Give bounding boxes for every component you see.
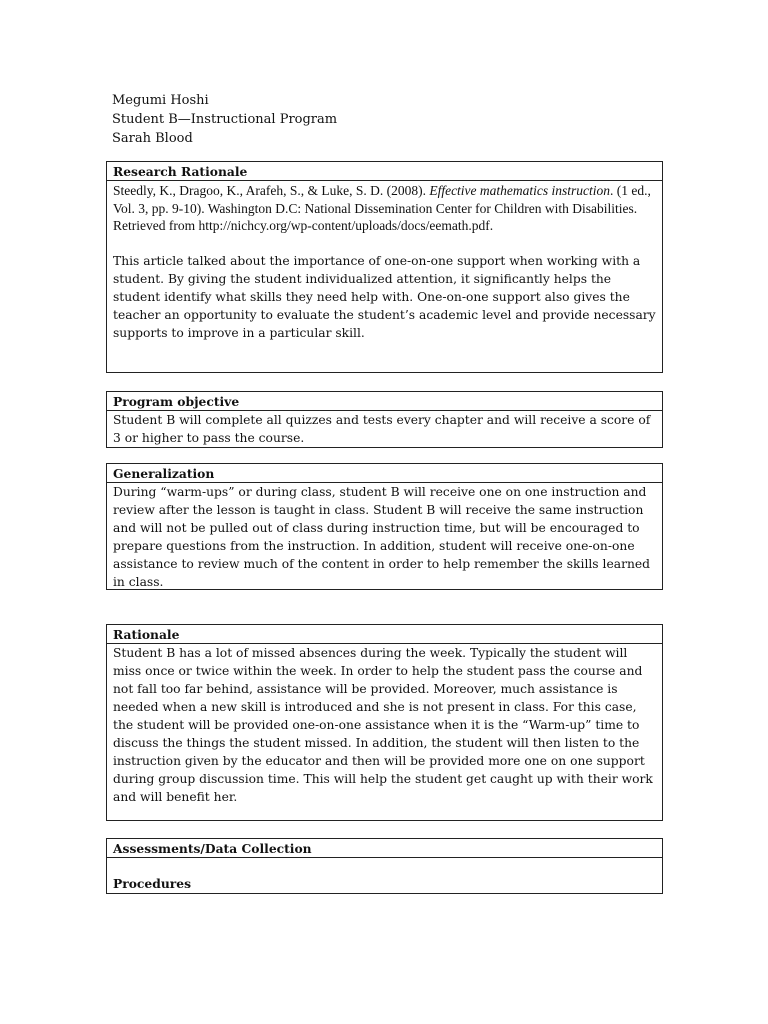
rationale-box <box>106 624 663 821</box>
author-name: Megumi Hoshi <box>112 93 209 108</box>
generalization-box <box>106 463 663 590</box>
document-subject: Student B—Instructional Program <box>112 112 338 127</box>
assessments-title: Assessments/Data Collection <box>107 839 662 858</box>
generalization-body: During “warm-ups” or during class, student B will receive one on one instruction and review after the lesson is taught in class. Student B will receive the same instruction and will not be pulled out of class during instruction time, but will be encouraged to prepare questions from the instruction. In addition, student will receive one-on-one assistance to review much of the content in order to help remember the skills learned in class. <box>113 485 651 589</box>
rationale-title: Rationale <box>107 625 662 644</box>
citation-authors: Steedly, K., Dragoo, K., Arafeh, S., & Luke, S. D. (2008). <box>113 183 430 198</box>
research-rationale-body: This article talked about the importance of one-on-one support when working with a student. By giving the student individualized attention, it significantly helps the student identify what skills they need help with. One-on-one support also gives the teacher an opportunity to evaluate the student’s academic level and provide necessary supports to improve in a particular skill. <box>113 253 656 340</box>
citation <box>113 182 656 235</box>
program-objective-body: Student B will complete all quizzes and tests every chapter and will receive a score of 3 or higher to pass the course. <box>113 413 651 445</box>
program-objective-box <box>106 391 663 448</box>
citation-details: . (1 ed., Vol. 3, pp. 9-10). Washington D.C: National Dissemination Center for Children with Disabilities. Retrieved from http://nichcy.org/wp-content/uploads/docs/eemath.pdf. <box>113 183 651 233</box>
program-objective-title: Program objective <box>107 392 662 411</box>
procedures-heading: Procedures <box>113 876 192 891</box>
citation-title: Effective mathematics instruction <box>429 183 611 198</box>
research-rationale-box <box>106 161 663 373</box>
research-rationale-title: Research Rationale <box>107 162 662 181</box>
generalization-title: Generalization <box>107 464 662 483</box>
assessments-box <box>106 838 663 894</box>
instructor-name: Sarah Blood <box>112 131 193 146</box>
rationale-body: Student B has a lot of missed absences during the week. Typically the student will miss once or twice within the week. In order to help the student pass the course and not fall too far behind, assistance will be provided. Moreover, much assistance is needed when a new skill is introduced and she is not present in class. For this case, the student will be provided one-on-one assistance when it is the “Warm-up” time to discuss the things the student missed. In addition, the student will then listen to the instruction given by the educator and then will be provided more one on one support during group discussion time. This will help the student get caught up with their work and will benefit her. <box>113 646 653 804</box>
document-header <box>112 91 337 148</box>
